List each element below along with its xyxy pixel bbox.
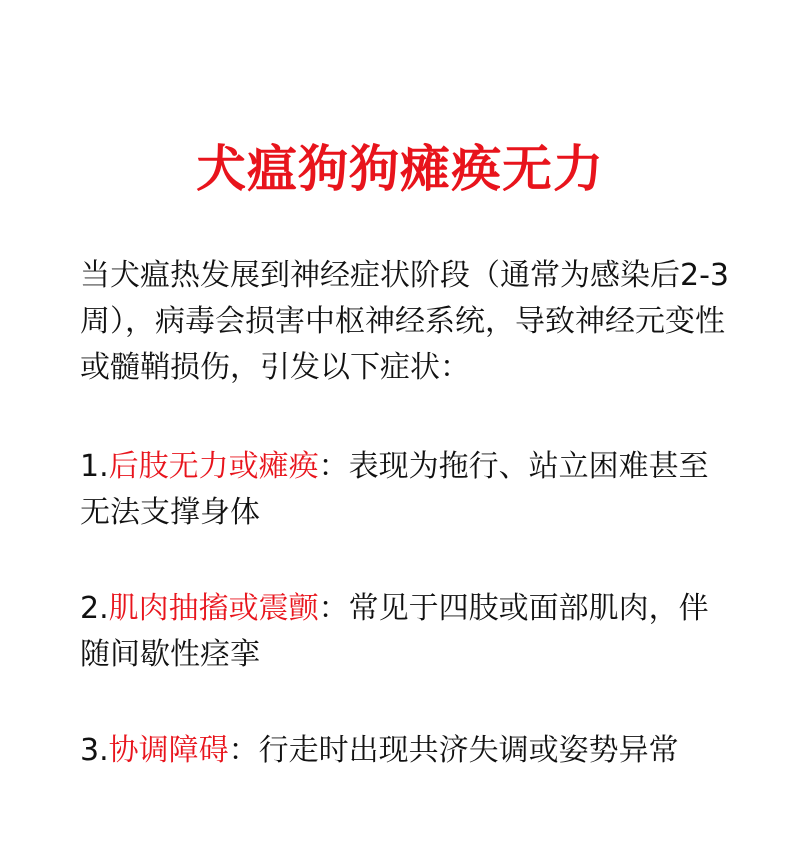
page-title: 犬瘟狗狗瘫痪无力 (196, 140, 604, 198)
intro-paragraph: 当犬瘟热发展到神经症状阶段（通常为感染后2-3周），病毒会损害中枢神经系统，导致神经元变性或髓鞘损伤，引发以下症状： (80, 258, 729, 385)
symptom-description: ：表现为拖行、站立困难甚至无法支撑身体 (80, 449, 709, 530)
symptom-description: ：行走时出现共济失调或姿势异常 (228, 733, 679, 768)
symptom-keyword: 协调障碍 (108, 733, 229, 768)
symptom-number: 3. (80, 733, 109, 768)
symptom-keyword: 后肢无力或瘫痪 (108, 449, 319, 484)
symptom-number: 2. (80, 591, 109, 626)
symptom-item-2 (80, 586, 730, 678)
symptom-item-3 (80, 728, 730, 774)
symptom-description: ：常见于四肢或面部肌肉，伴随间歇性痉挛 (80, 591, 709, 672)
symptom-item-1 (80, 444, 730, 536)
symptom-number: 1. (80, 449, 109, 484)
symptom-keyword: 肌肉抽搐或震颤 (108, 591, 319, 626)
